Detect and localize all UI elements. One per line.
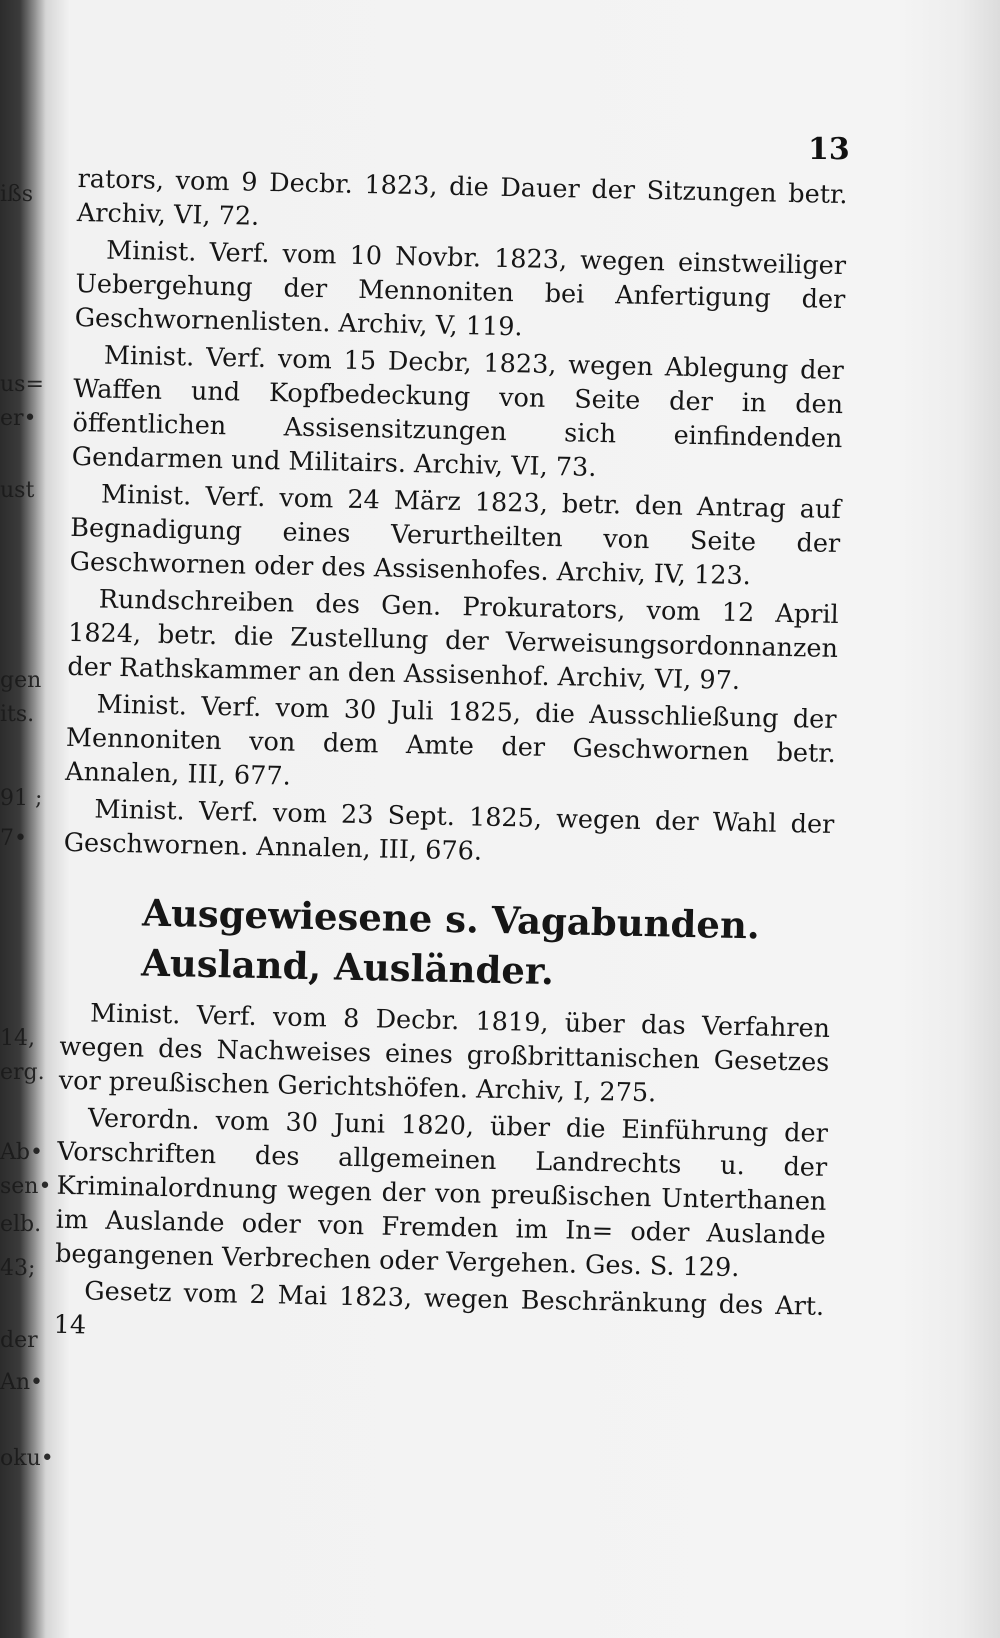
margin-fragment: 43;	[0, 1256, 36, 1281]
margin-fragment: ißs	[0, 182, 34, 207]
margin-fragment: der	[0, 1328, 38, 1353]
entry-paragraph: Gesetz vom 2 Mai 1823, wegen Beschränkung des Art. 14	[53, 1276, 825, 1341]
margin-fragment: gen	[0, 668, 42, 693]
margin-fragment: 7•	[0, 826, 27, 851]
left-margin-bleedthrough	[0, 0, 54, 1638]
margin-fragment: oku•	[0, 1446, 54, 1471]
entry-paragraph: Minist. Verf. vom 10 Novbr. 1823, wegen einstweiliger Uebergehung der Mennoniten bei Anfertigung der Geschwornenlisten. Archiv, V, 119.	[74, 235, 847, 343]
margin-fragment: erg.	[0, 1060, 45, 1085]
margin-fragment: its.	[0, 702, 35, 727]
margin-fragment: 14,	[0, 1026, 35, 1051]
page-body	[53, 162, 848, 1361]
entry-paragraph: Minist. Verf. vom 23 Sept. 1825, wegen der Wahl der Geschwornen. Annalen, III, 676.	[63, 794, 835, 867]
margin-fragment: us=	[0, 372, 44, 397]
section-heading-ausgewiesene: Ausgewiesene s. Vagabunden.	[141, 890, 761, 948]
margin-fragment: sen•	[0, 1174, 52, 1199]
entry-paragraph: Rundschreiben des Gen. Prokurators, vom 12 April 1824, betr. die Zustellung der Verweisungsordonnanzen der Rathskammer an den Assisenhof. Archiv, VI, 97.	[67, 584, 839, 696]
entry-paragraph: Verordn. vom 30 Juni 1820, über die Einführung der Vorschriften des allgemeinen Landrechts u. der Kriminalordnung wegen der von preußischen Unterthanen im Auslande oder von Fremden im In= oder Auslande begangenen Verbrechen oder Vergehen. Ges. S. 129.	[54, 1103, 829, 1284]
margin-fragment: 91 ;	[0, 786, 43, 811]
entry-paragraph: Minist. Verf. vom 8 Decbr. 1819, über das Verfahren wegen des Nachweises eines großbrittanischen Gesetzes vor preußischen Gerichtshöfen. Archiv, I, 275.	[58, 998, 831, 1109]
page-number: 13	[808, 132, 850, 167]
margin-fragment: An•	[0, 1370, 44, 1395]
margin-fragment: Ab•	[0, 1140, 43, 1165]
margin-fragment: er•	[0, 406, 37, 431]
entry-paragraph: Minist. Verf. vom 24 März 1823, betr. den Antrag auf Begnadigung eines Verurtheilten von Seite der Geschwornen oder des Assisenhofes. Archiv, IV, 123.	[69, 479, 842, 592]
entry-paragraph: rators, vom 9 Decbr. 1823, die Dauer der Sitzungen betr. Archiv, VI, 72.	[76, 163, 848, 232]
section-heading-ausland: Ausland, Ausländer.	[140, 940, 555, 994]
margin-fragment: elb.	[0, 1212, 42, 1237]
entry-paragraph: Minist. Verf. vom 15 Decbr, 1823, wegen Ablegung der Waffen und Kopfbedeckung von Seite der in den öffentlichen Assisensitzungen sich einfindenden Gendarmen und Militairs. Archiv, VI, 73.	[71, 340, 845, 483]
entry-paragraph: Minist. Verf. vom 30 Juli 1825, die Ausschließung der Mennoniten von dem Amte der Geschwornen betr. Annalen, III, 677.	[64, 689, 837, 792]
margin-fragment: ust	[0, 478, 35, 503]
